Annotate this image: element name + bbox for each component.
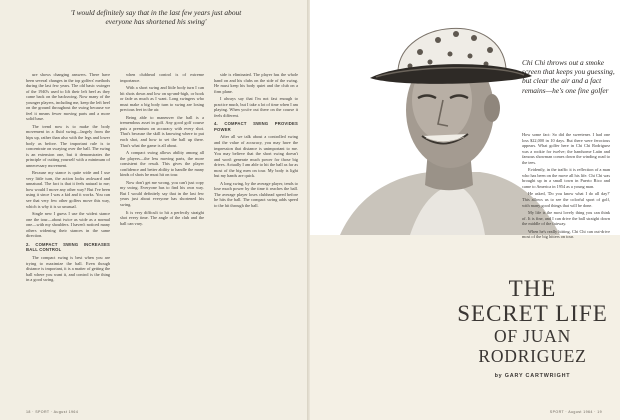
intro-column bbox=[522, 132, 610, 270]
paragraph: Single new I guess I use the widest stance one the tour—about twice as wide as a normal one—with my shoulders. I haven't noticed many others widening their stances in the same direction. bbox=[26, 211, 110, 239]
paragraph: It is very difficult to hit a perfectly straight shot every time. The angle of the club and the ball can vary. bbox=[120, 209, 204, 226]
paragraph: A long swing, by the average player, tends to lose much power by the time it reaches the ball. The average player loses clubhead speed before he hits the ball. The compact swing adds speed to the hit through the ball. bbox=[214, 180, 298, 209]
paragraph: side is eliminated. The player has the whole hand on and his clubs on the side of the swing. He must keep his body quiet and the club on a firm plane. bbox=[214, 72, 298, 94]
paragraph: My life is the most lovely thing you can think of. It is fine, and I can drive the ball straight down the middle of the fairway. bbox=[522, 210, 610, 227]
paragraph: I always say that I'm not fast enough to practice much, but I take a lot of time when I am playing. When you're out there on the course it feels different. bbox=[214, 96, 298, 118]
page-footer-left: 18 · SPORT · August 1964 bbox=[26, 410, 79, 414]
paragraph: ure shows changing answers. There have been several changes in the top golfers' methods during the last few years. The old basic swinger of the 1940's used to lift their left heel as they came back on the backswing. Now many of the younger players, including me, keep the left heel on the ground throughout the swing because we feel it means fewer moving parts and a more solid base. bbox=[26, 72, 110, 122]
column-2 bbox=[120, 72, 204, 394]
paragraph: How some fact: So did the sweetener. I had one loss $22,000 in 10 days. But there were ferocious appears. What golfer here in Chi Chi Rodriguez was a rookie for twelve; the handsome Latin and famous showman comes down the winding road to the tees. bbox=[522, 132, 610, 165]
paragraph: Because my stance is quite wide and I use very little turn, the action looks awkward and unnatural. The fact is that it feels natural to me; how would I move any other way? But I've been using it since I was a kid and it works. You can see that very few other golfers move this way, which is why it is so unusual. bbox=[26, 170, 110, 209]
paragraph: The trend now is to make the body movement in a fluid swing—largely from the hips up, rather than also with the legs and lower body as before. The important rule is to concentrate on swaying over the ball. The swing is an extension one, but it demonstrates the principle of cutting yourself with a minimum of unnecessary movement. bbox=[26, 123, 110, 168]
paragraph: Evidently, in the traffic it is reflection of a man who has been on the move all his life. Chi Chi was brought up in a small town in Puerto Rico and came to America in 1954 as a young man. bbox=[522, 167, 610, 189]
paragraph: With a short swing and little body turn I can hit shots down and low on up-and-high, or hook or fade as much as I want. Long swingers who must make a big body turn to swing are losing precious feet in the air. bbox=[120, 85, 204, 113]
column-3 bbox=[214, 72, 298, 394]
section-heading: 2. COMPACT SWING INCREASES BALL CONTROL bbox=[26, 241, 110, 253]
paragraph: Now don't get me wrong, you can't just copy my swing. Everyone has to find his own way. But I would definitely say that in the last few years just about everyone has shortened his swing. bbox=[120, 179, 204, 208]
byline: by GARY CARTWRIGHT bbox=[494, 373, 571, 379]
pull-quote: 'I would definitely say that in the last few years just about everyone has shortened his swing' bbox=[70, 8, 242, 26]
right-page bbox=[310, 0, 620, 420]
page-footer-right: SPORT · August 1964 · 19 bbox=[549, 410, 602, 414]
section-heading: 4. COMPACT SWING PROVIDES POWER bbox=[214, 121, 298, 132]
paragraph: After all we talk about a controlled swing and the value of accuracy, you may have the impression that distance is unimportant to me. You may believe that the short swing doesn't and won't generate much power for those big drives. Actually I am able to hit the ball as far as most of the big men on tour. My body is light but my hands are quick. bbox=[214, 134, 298, 179]
paragraph: When he's really hitting, Chi Chi can out-drive most of the big hitters on tour. bbox=[522, 228, 610, 240]
paragraph: A compact swing allows ability among all the players—the less moving parts, the more consistent the result. This gives the player confidence and better ability to handle the many kinds of shots he must hit on tour. bbox=[120, 150, 204, 178]
paragraph: He asked, 'Do you know what I do all day?' This allows us to see the colorful sport of golf, with many good things that will be done. bbox=[522, 191, 610, 208]
photo-caption: Chi Chi throws out a smoke screen that keeps you guessing, but clear the air and a fact remains—he's one fine golfer bbox=[522, 58, 615, 95]
column-1 bbox=[26, 72, 110, 394]
paragraph: when clubhead control is of extreme importance. bbox=[120, 72, 204, 83]
article-columns bbox=[26, 72, 298, 394]
article-title bbox=[450, 276, 615, 366]
paragraph: Being able to maneuver the ball is a tremendous asset in golf. Any good golf course puts a premium on accuracy with every shot. That's because the skill is knowing where to put each shot, and how to set the ball up there. That's what the game is all about. bbox=[120, 114, 204, 148]
title-line-3: OF JUAN RODRIGUEZ bbox=[478, 326, 587, 366]
title-line-2: SECRET LIFE bbox=[457, 301, 608, 326]
title-line-1: THE bbox=[508, 276, 557, 301]
paragraph: The compact swing is best when you are trying to maximize the ball. Even though distance is important, it is a matter of getting the ball where you want it, and control is the thing in a good swing. bbox=[26, 254, 110, 283]
